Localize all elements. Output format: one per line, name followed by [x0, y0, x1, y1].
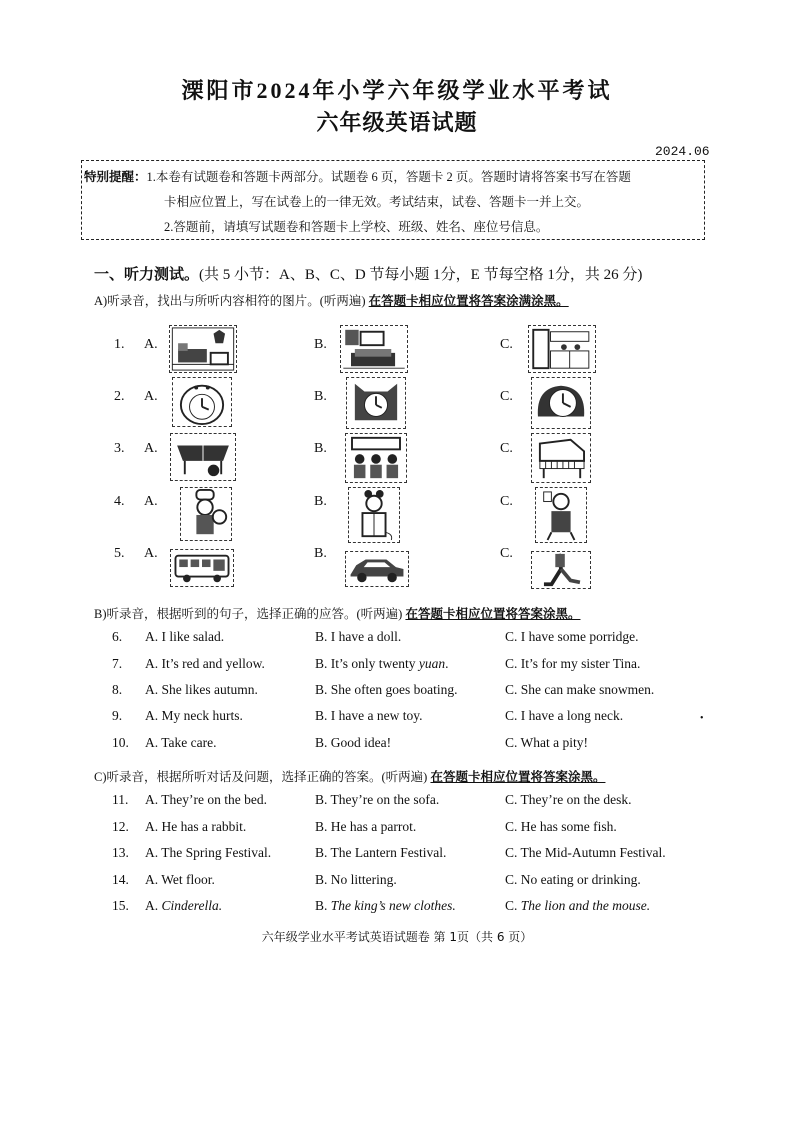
option-a[interactable]: A. She likes autumn.: [145, 682, 258, 697]
part-c-instruction: C)听录音，根据所听对话及问题，选择正确的答案。(听两遍) 在答题卡相应位置将答案涂黑。: [94, 770, 606, 784]
question-number: 6.: [112, 629, 123, 644]
question-number: 5.: [114, 546, 125, 561]
bus-picture[interactable]: [170, 549, 234, 587]
option-a[interactable]: A. They’re on the bed.: [145, 792, 267, 807]
option-a[interactable]: A. Take care.: [145, 735, 217, 750]
exam-date: 2024.06: [655, 144, 710, 159]
question-row: [0, 872, 794, 892]
question-row: [0, 898, 794, 918]
car-picture[interactable]: [345, 551, 409, 587]
exam-title: 溧阳市2024年小学六年级学业水平考试: [181, 78, 613, 103]
option-b[interactable]: B. Good idea!: [315, 735, 392, 750]
option-a[interactable]: A. He has a rabbit.: [145, 819, 247, 834]
question-number: 15.: [112, 898, 129, 913]
question-number: 1.: [114, 337, 125, 352]
question-row: [0, 735, 794, 755]
option-letter: B.: [314, 389, 327, 404]
option-letter: C.: [500, 546, 513, 561]
option-a[interactable]: A. It’s red and yellow.: [145, 656, 265, 671]
option-c[interactable]: C. I have a long neck.: [505, 708, 624, 723]
option-a[interactable]: A. My neck hurts.: [145, 708, 243, 723]
question-number: 12.: [112, 819, 129, 834]
option-c[interactable]: C. It’s for my sister Tina.: [505, 656, 641, 671]
option-c[interactable]: C. What a pity!: [505, 735, 588, 750]
question-number: 11.: [112, 792, 129, 807]
classroom-picture[interactable]: [345, 433, 407, 483]
part-b-instruction: B)听录音，根据听到的句子，选择正确的应答。(听两遍) 在答题卡相应位置将答案涂黑。: [94, 607, 581, 621]
option-b[interactable]: B. He has a parrot.: [315, 819, 417, 834]
option-c[interactable]: C. He has some fish.: [505, 819, 617, 834]
question-row: [0, 845, 794, 865]
walking-picture[interactable]: [531, 551, 591, 589]
question-number: 9.: [112, 708, 123, 723]
option-b[interactable]: B. No littering.: [315, 872, 397, 887]
option-letter: A.: [144, 389, 158, 404]
doctor-mouse-picture[interactable]: [348, 487, 400, 543]
notice-line-3: 2.答题前，请填写试题卷和答题卡上学校、班级、姓名、座位号信息。: [164, 220, 549, 234]
option-c[interactable]: C. She can make snowmen.: [505, 682, 655, 697]
option-letter: A.: [144, 441, 158, 456]
option-b[interactable]: B. I have a doll.: [315, 629, 402, 644]
exam-subtitle: 六年级英语试题: [316, 110, 478, 135]
option-letter: C.: [500, 389, 513, 404]
option-b[interactable]: B. It’s only twenty yuan.: [315, 656, 449, 671]
question-row: [0, 682, 794, 702]
option-a[interactable]: A. The Spring Festival.: [145, 845, 272, 860]
question-number: 10.: [112, 735, 129, 750]
question-number: 2.: [114, 389, 125, 404]
option-b[interactable]: B. The Lantern Festival.: [315, 845, 447, 860]
option-b[interactable]: B. They’re on the sofa.: [315, 792, 440, 807]
notice-label: 特别提醒：: [84, 170, 147, 184]
option-letter: A.: [144, 546, 158, 561]
owl-clock-picture[interactable]: [346, 377, 406, 429]
question-row: [0, 656, 794, 676]
question-row: [0, 629, 794, 649]
notice-box: [81, 160, 705, 240]
piano-picture[interactable]: [531, 433, 591, 483]
bedroom-picture[interactable]: [169, 325, 237, 373]
option-b[interactable]: B. I have a new toy.: [315, 708, 423, 723]
option-a[interactable]: A. I like salad.: [145, 629, 225, 644]
option-letter: B.: [314, 494, 327, 509]
alarm-clock-picture[interactable]: [531, 377, 591, 429]
section-heading: 一、听力测试。(共 5 小节：A、B、C、D 节每小题 1分，E 节每空格 1分，共 26 分): [94, 267, 643, 283]
option-letter: A.: [144, 337, 158, 352]
option-c[interactable]: C. They’re on the desk.: [505, 792, 632, 807]
option-letter: C.: [500, 441, 513, 456]
ping-pong-table-picture[interactable]: [170, 433, 236, 481]
option-letter: C.: [500, 494, 513, 509]
kitchen-picture[interactable]: [528, 325, 596, 373]
question-number: 13.: [112, 845, 129, 860]
question-number: 14.: [112, 872, 129, 887]
chef-mouse-picture[interactable]: [180, 487, 232, 541]
option-letter: B.: [314, 337, 327, 352]
option-letter: C.: [500, 337, 513, 352]
question-number: 3.: [114, 441, 125, 456]
option-c[interactable]: C. The lion and the mouse.: [505, 898, 651, 913]
question-number: 7.: [112, 656, 123, 671]
question-number: 8.: [112, 682, 123, 697]
option-a[interactable]: A. Cinderella.: [145, 898, 223, 913]
question-row: [0, 819, 794, 839]
notice-line-1: 特别提醒：1.本卷有试题卷和答题卡两部分。试题卷 6 页，答题卡 2 页。答题时请将答案书写在答题: [84, 170, 631, 184]
stray-dot: •: [700, 713, 704, 724]
part-a-instruction: A)听录音，找出与所听内容相符的图片。(听两遍) 在答题卡相应位置将答案涂满涂黑。: [94, 294, 569, 308]
question-number: 4.: [114, 494, 125, 509]
option-a[interactable]: A. Wet floor.: [145, 872, 215, 887]
question-row: [0, 708, 794, 728]
option-b[interactable]: B. She often goes boating.: [315, 682, 458, 697]
option-c[interactable]: C. The Mid-Autumn Festival.: [505, 845, 666, 860]
question-row: [0, 792, 794, 812]
waiter-mouse-picture[interactable]: [535, 487, 587, 543]
page-footer: 六年级学业水平考试英语试题卷 第 1页（共 6 页）: [261, 930, 533, 944]
option-b[interactable]: B. The king’s new clothes.: [315, 898, 456, 913]
option-letter: A.: [144, 494, 158, 509]
option-c[interactable]: C. No eating or drinking.: [505, 872, 641, 887]
option-letter: B.: [314, 546, 327, 561]
notice-line-2: 卡相应位置上，写在试卷上的一律无效。考试结束，试卷、答题卡一并上交。: [164, 195, 590, 209]
option-letter: B.: [314, 441, 327, 456]
living-room-picture[interactable]: [340, 325, 408, 373]
penguin-clock-picture[interactable]: [172, 377, 232, 427]
option-c[interactable]: C. I have some porridge.: [505, 629, 639, 644]
